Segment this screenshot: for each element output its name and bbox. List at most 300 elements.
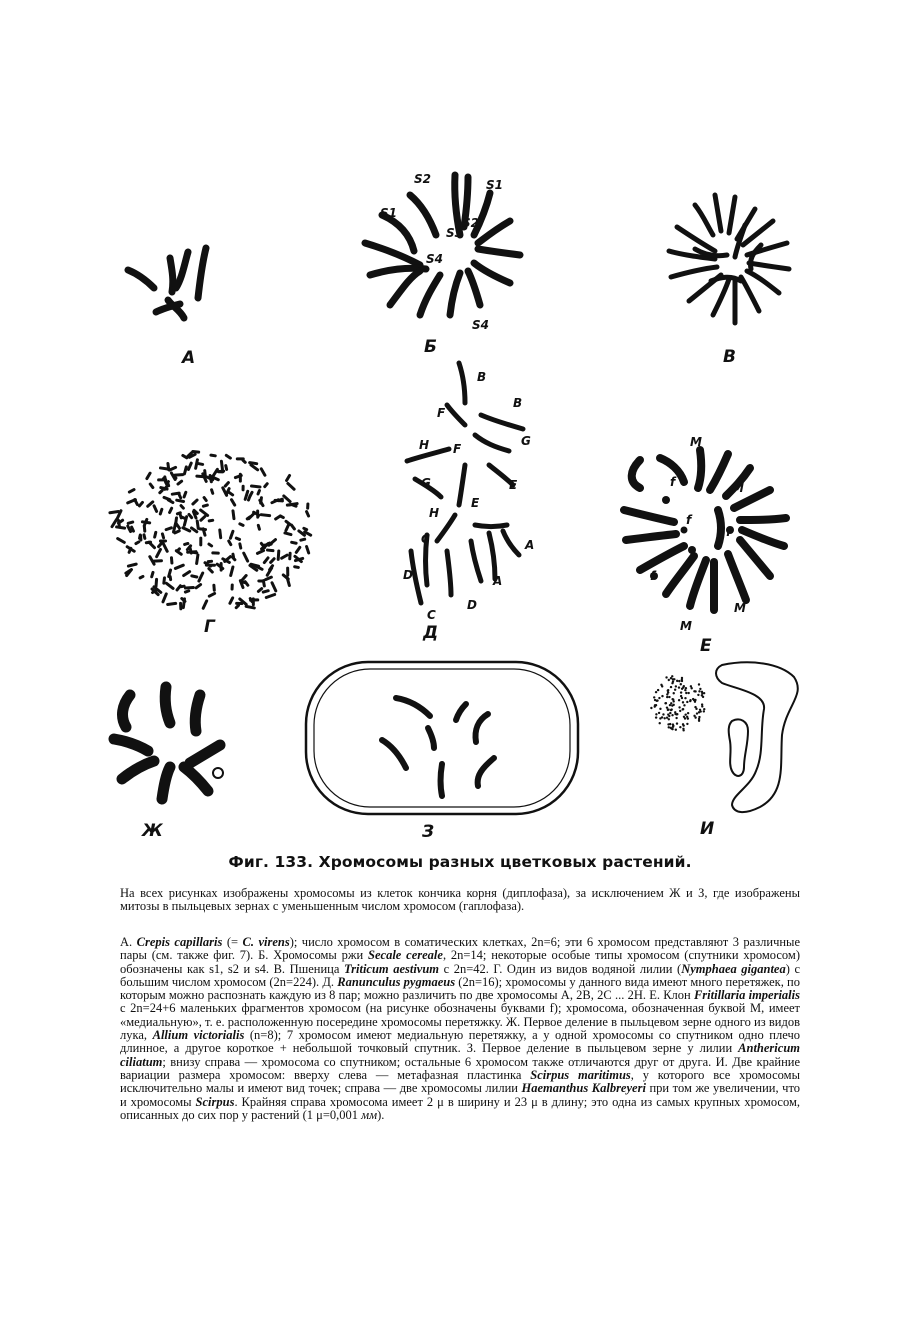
small-chromosome [169,570,171,576]
dot-chromosome [673,678,675,680]
chrom-label-b-5: S4 [426,252,443,266]
dot-chromosome [703,692,705,694]
dot-chromosome [675,717,677,719]
chrom-label-d-7: G [421,476,431,490]
small-chromosome [118,539,125,543]
small-chromosome [193,500,197,504]
dot-chromosome [672,700,674,702]
small-chromosome [128,564,136,566]
small-chromosome [226,455,230,458]
small-chromosome [233,511,234,519]
dot-chromosome [672,726,674,728]
panel-v-triticum [655,185,805,375]
small-chromosome [163,594,166,602]
small-chromosome [177,549,179,551]
small-chromosome [292,542,296,543]
small-chromosome [232,500,235,505]
panel-label-b: Б [424,337,437,357]
dot-chromosome [661,685,663,687]
small-chromosome [181,506,183,509]
species-name: Scirpus maritimus [530,1067,631,1082]
panel-label-zh: Ж [142,821,163,841]
panel-i-chromosomes [640,655,810,815]
small-chromosome [261,498,262,503]
small-chromosome [288,483,294,489]
small-chromosome [221,461,222,469]
small-chromosome [149,542,155,548]
dot-chromosome [681,679,683,681]
chrom-label-e-6: f [650,569,656,583]
small-chromosome [159,543,162,547]
dot-chromosome [682,708,684,710]
small-chromosome [156,579,157,586]
small-chromosome [251,465,258,470]
dot-chromosome [703,710,705,712]
dot-chromosome [659,722,661,724]
small-chromosome [287,475,290,480]
dot-chromosome [683,685,685,687]
species-name: Scirpus [195,1094,235,1109]
small-chromosome [199,573,203,581]
dot-chromosome [661,695,663,697]
dot-chromosome [696,712,698,714]
small-chromosome [250,492,252,496]
small-chromosome [128,500,136,503]
small-chromosome [271,559,274,563]
small-chromosome [211,455,215,456]
small-chromosome [296,547,300,552]
small-chromosome [192,576,197,577]
legend-segment: , 2n=14; некоторые особые типы хромосом (спутники хромосом) обозначены как s1, s2 и s4. В. Пшеница [120,948,800,976]
small-chromosome [246,606,254,608]
dot-chromosome [680,691,682,693]
small-chromosome [247,517,250,519]
dot-chromosome [671,728,673,730]
dot-chromosome [675,685,677,687]
small-chromosome [184,467,186,474]
panel-z-anthericum [300,658,585,843]
panel-b-chromosomes [350,165,540,335]
dot-chromosome [695,708,697,710]
dot-chromosome [657,689,659,691]
species-name: Ranunculus pygmaeus [337,974,456,989]
dot-chromosome [666,717,668,719]
species-name: Haemanthus Kalbreyeri [521,1081,646,1096]
small-chromosome [272,500,278,503]
chrom-label-d-1: B [477,370,487,384]
dot-chromosome [667,713,669,715]
chrom-label-d-12: A [525,538,535,552]
dot-chromosome [679,710,681,712]
small-chromosome [184,572,190,576]
small-chromosome [245,491,248,499]
small-chromosome [166,528,171,530]
dot-chromosome [693,690,695,692]
small-chromosome [140,576,143,577]
dot-chromosome [680,695,682,697]
small-chromosome [267,550,272,551]
dot-chromosome [684,697,686,699]
panel-label-g: Г [204,617,215,637]
panel-label-z: З [422,822,435,842]
dot-chromosome [686,701,688,703]
chrom-label-b-3: S1 [380,206,397,220]
chrom-label-d-4: F [453,442,462,456]
small-chromosome [128,522,133,523]
small-chromosome [179,495,180,498]
small-chromosome [203,505,207,506]
dot-chromosome [698,683,700,685]
dot-chromosome [674,689,676,691]
panel-g-nymphaea [110,445,320,645]
small-chromosome [166,583,173,588]
small-chromosome [175,565,183,568]
small-chromosome [110,512,119,513]
small-chromosome [129,548,131,552]
dot-chromosome [655,716,657,718]
panel-z-pollen-grain [300,658,585,818]
dot-chromosome [673,692,675,694]
small-chromosome [157,549,161,556]
figure-legend-text [120,936,800,1122]
haemanthus-chromosome-large [716,662,798,812]
small-chromosome [301,539,305,540]
dot-chromosome [667,723,669,725]
small-chromosome [292,525,295,529]
dot-chromosome [683,716,685,718]
small-chromosome [176,524,179,528]
small-chromosome [223,488,227,496]
dot-chromosome [683,704,685,706]
dot-chromosome [699,688,701,690]
dot-chromosome [669,704,671,706]
small-chromosome [168,603,176,604]
dot-chromosome [655,691,657,693]
small-chromosome [286,524,289,531]
small-chromosome [304,528,307,529]
small-chromosome [185,543,188,544]
dot-chromosome [674,711,676,713]
small-chromosome [136,542,139,544]
panel-label-v: В [723,347,736,367]
small-chromosome [209,544,212,546]
small-chromosome [233,554,234,557]
small-chromosome [170,508,172,512]
legend-segment: А. [120,935,137,949]
chrom-label-d-2: B [513,396,523,410]
dot-chromosome [684,713,686,715]
small-chromosome [203,529,205,535]
chrom-label-d-10: H [429,506,440,520]
small-chromosome [182,599,185,602]
chrom-label-e-3: f [670,475,676,489]
small-chromosome [129,490,134,492]
panel-label-a: А [182,348,196,368]
small-chromosome [252,486,260,487]
dot-chromosome [671,714,673,716]
chrom-label-d-5: G [521,434,531,448]
small-chromosome [209,593,214,596]
dot-chromosome [667,691,669,693]
dot-chromosome [675,729,677,731]
small-chromosome [230,598,233,603]
small-chromosome [263,581,264,586]
small-chromosome [197,521,198,528]
species-name: Triticum aestivum [343,961,440,976]
small-chromosome [285,533,291,535]
dot-chromosome [665,676,667,678]
small-chromosome [284,496,290,502]
small-chromosome [150,484,153,488]
chrom-label-d-9: E [509,478,518,492]
small-chromosome [152,572,153,576]
chrom-label-e-2: M [732,481,744,495]
small-chromosome [201,516,205,520]
panel-d-ranunculus [385,355,545,645]
species-name: Crepis capillaris [136,935,223,949]
small-chromosome [236,605,238,607]
small-chromosome [196,585,200,588]
legend-segment: при том же увеличении, что и хромосомы [120,1081,800,1109]
dot-chromosome [685,692,687,694]
chrom-label-d-13: D [403,568,413,582]
dot-chromosome [697,694,699,696]
small-chromosome [189,514,192,517]
panel-e-chromosomes [610,430,810,633]
legend-segment: , у которого все хромосомы исключительно малы и имеют вид точек; справа — две хромосомы лилии [120,1067,800,1096]
dot-chromosome [698,716,700,718]
dot-chromosome [694,716,696,718]
panel-e-fritillaria [610,430,810,660]
panel-b-secale [350,165,540,365]
small-chromosome [154,506,157,512]
chrom-label-b-6: S4 [472,318,489,332]
small-chromosome [209,569,212,572]
panel-i-scirpus-haemanthus [640,655,810,845]
panel-a-chromosomes [110,230,240,330]
dot-chromosome [658,697,660,699]
small-chromosome [163,543,167,551]
small-chromosome [242,576,246,581]
small-chromosome [162,534,163,538]
dot-chromosome [701,691,703,693]
small-chromosome [295,567,299,568]
panel-label-d: Д [423,623,439,643]
small-chromosome [212,490,213,494]
dot-chromosome [659,708,661,710]
dot-chromosome [678,699,680,701]
dot-chromosome [667,708,669,710]
small-chromosome [203,601,206,608]
dot-chromosome [666,706,668,708]
small-chromosome [147,473,150,478]
species-name: Anthericum ciliatum [120,1041,800,1069]
legend-segment: ). [377,1107,385,1122]
legend-segment: (2n=16); хромосомы у данного вида имеют много перетяжек, по которым можно распознать каждую из 8 пар; можно различить по две хромосомы А, 2В, 2С ... 2Н. Е. Клон [120,974,801,1003]
dot-chromosome [698,720,700,722]
small-chromosome [258,525,259,529]
small-chromosome [225,483,228,486]
small-chromosome [231,567,233,575]
small-chromosome [282,555,287,558]
dot-chromosome [666,696,668,698]
dot-chromosome [668,679,670,681]
dot-chromosome [670,677,672,679]
small-chromosome [278,551,279,559]
small-chromosome [229,541,231,545]
legend-segment: . Крайняя справа хромосома имеет 2 μ в ширину и 23 μ в длину; это одна из самых крупных хромосом, описанных до сих пор у растений (1 μ=0,001 [120,1094,800,1122]
legend-segment: (= [222,935,243,949]
dot-chromosome [686,723,688,725]
small-chromosome [193,451,199,452]
dot-chromosome [658,712,660,714]
small-chromosome [265,484,267,487]
small-chromosome [240,524,243,526]
small-chromosome [183,528,190,531]
legend-segment: ; внизу справа — хромосома со спутником; остальные 6 хромосом также отличаются друг от друга. И. Две крайние вариации размера хромосом: вверху слева — метафазная пластинка [120,1054,800,1082]
panel-a-crepis [110,230,240,380]
dot-chromosome [669,712,671,714]
small-chromosome [164,578,165,583]
panel-label-e: Е [700,636,712,656]
dot-chromosome [672,704,674,706]
small-chromosome [266,594,274,597]
chrom-label-b-1: S2 [414,172,431,186]
small-chromosome [244,553,248,561]
small-chromosome [172,493,179,494]
chrom-label-d-11: C [421,532,430,546]
chrom-label-e-7: M [734,601,746,615]
small-chromosome [177,513,180,514]
panel-g-chromosomes [110,445,320,615]
chrom-label-d-3: F [437,406,446,420]
small-chromosome [175,531,179,533]
panel-v-chromosomes [655,185,805,335]
dot-chromosome [681,688,683,690]
small-chromosome [155,532,156,537]
small-chromosome [213,469,217,475]
small-chromosome [184,492,186,497]
chrom-label-b-4: S2 [462,216,479,230]
small-chromosome [201,510,208,515]
small-chromosome [188,463,191,469]
small-chromosome [209,520,212,521]
small-chromosome [258,589,261,592]
small-chromosome [168,500,173,503]
chrom-label-d-15: D [467,598,477,612]
species-name: Allium victorialis [152,1028,245,1043]
dot-chromosome [701,703,703,705]
chrom-label-d-6: H [419,438,430,452]
small-chromosome [191,528,196,532]
dot-chromosome [653,696,655,698]
small-chromosome [197,555,198,564]
small-chromosome [180,515,181,518]
chrom-label-e-5: f [726,525,732,539]
dot-chromosome [670,686,672,688]
species-name: Nymphaea gigantea [681,961,786,976]
small-chromosome [204,498,206,501]
panel-zh-allium [100,675,240,840]
dot-chromosome [663,717,665,719]
small-chromosome [263,544,271,545]
small-chromosome [144,519,147,525]
dot-chromosome [678,686,680,688]
species-name: C. virens [242,935,290,949]
small-chromosome [236,538,239,539]
small-chromosome [160,468,167,469]
dot-chromosome [670,708,672,710]
figure-intro-text: На всех рисунках изображены хромосомы из клеток кончика корня (диплофаза), за исключением Ж и З, где изображены митозы в пыльцевых зернах с уменьшенным числом хромосом (гаплофаза). [120,886,800,913]
small-chromosome [197,463,203,464]
legend-segment: мм [361,1107,378,1122]
dot-chromosome [682,728,684,730]
small-chromosome [280,516,283,518]
dot-chromosome [672,680,674,682]
small-chromosome [225,557,231,562]
chrom-label-e-8: M [680,619,692,633]
dot-chromosome [698,711,700,713]
dot-chromosome [654,699,656,701]
small-chromosome [160,509,162,514]
small-chromosome [264,558,268,563]
small-chromosome [230,531,232,538]
small-chromosome [295,558,302,560]
dot-chromosome [682,701,684,703]
chrom-label-b-2: S1 [486,178,503,192]
legend-segment: с 2n=24+6 маленьких фрагментов хромосом (на рисунке обозначены буквами f); хромосома, обозначенная буквой М, имеет «медиальную», т. е. расположенную посередине хромосомы перетяжку. Ж. Первое деление в пыльцевом зерне одного из видов лука, [120,1001,800,1043]
dot-chromosome [676,722,678,724]
small-chromosome [112,519,117,526]
dot-chromosome [702,696,704,698]
chrom-label-b-7: S3 [446,226,463,240]
small-chromosome [263,591,268,592]
dot-chromosome [687,712,689,714]
small-chromosome [139,502,142,505]
small-chromosome [228,492,233,495]
dot-chromosome [676,680,678,682]
species-name: Fritillaria imperialis [693,988,800,1003]
small-chromosome [226,466,227,470]
dot-chromosome [662,713,664,715]
dot-chromosome [680,683,682,685]
dot-chromosome [668,696,670,698]
dot-chromosome [668,726,670,728]
small-chromosome [185,591,188,592]
small-chromosome [177,586,180,590]
scirpus-metaphase-plate [650,675,705,731]
dot-chromosome [686,716,688,718]
small-chromosome [307,547,309,553]
small-chromosome [243,460,245,462]
legend-segment: ) с большим числом хромосом (2n=224). Д. [120,961,801,989]
chrom-label-d-16: C [427,608,436,622]
dot-chromosome [659,717,661,719]
dot-chromosome [679,726,681,728]
small-chromosome [117,527,125,528]
small-chromosome [257,550,263,553]
dot-chromosome [678,706,680,708]
small-chromosome [170,467,176,470]
haemanthus-chromosome-small [729,719,748,775]
small-chromosome [258,491,259,494]
small-chromosome [144,535,145,539]
small-chromosome [132,527,134,531]
chrom-label-e-1: M [690,435,702,449]
dot-chromosome [698,690,700,692]
dot-chromosome [682,723,684,725]
small-chromosome [261,515,269,516]
